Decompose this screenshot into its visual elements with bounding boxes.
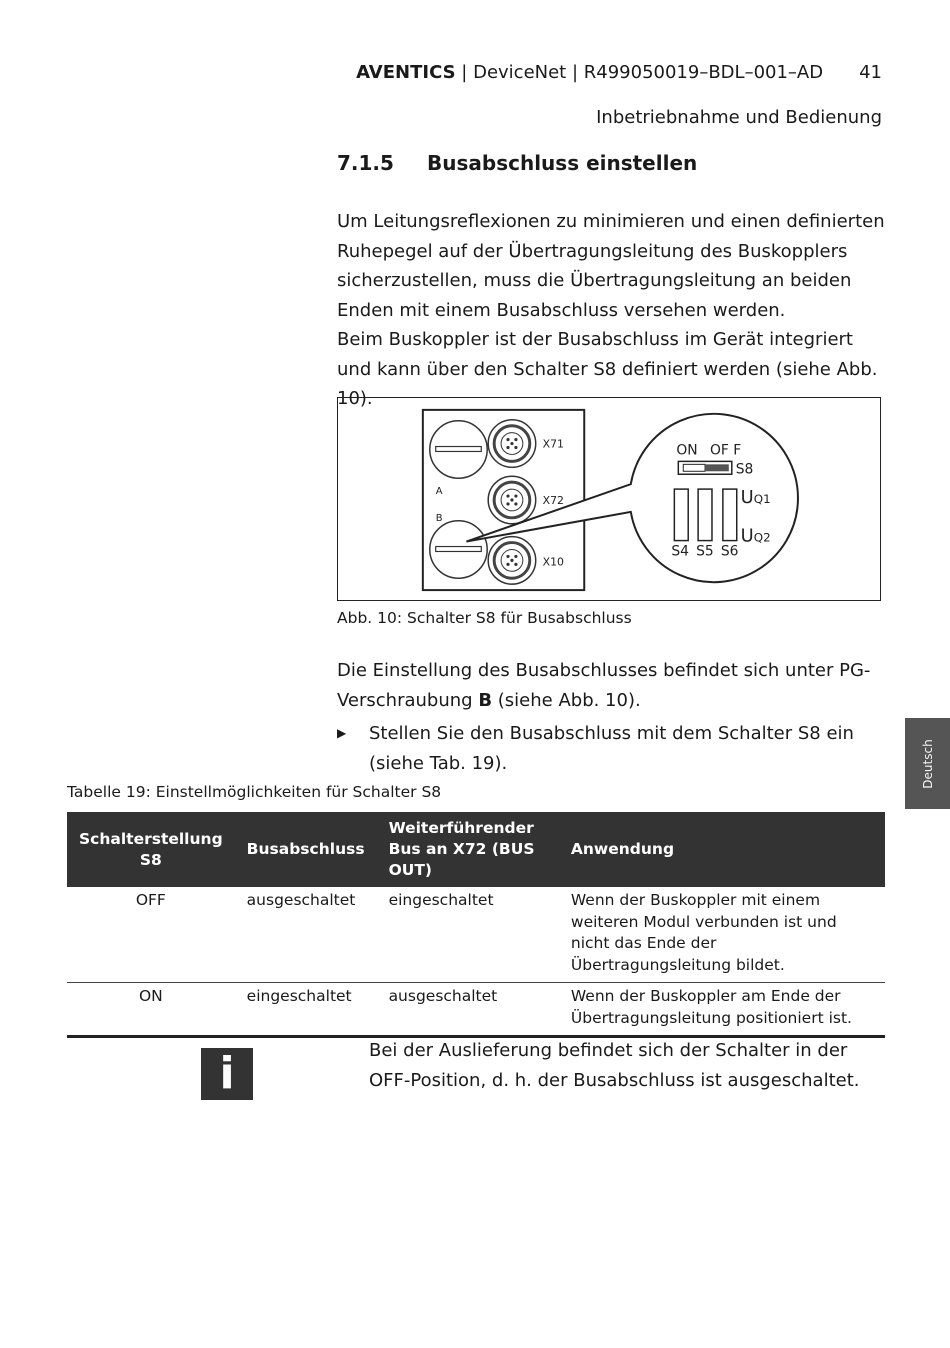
connector-x10 (488, 537, 536, 585)
cell-continuing-bus: ausgeschaltet (377, 983, 559, 1037)
table-header-row (67, 812, 885, 887)
figure-switch-s8 (337, 397, 881, 601)
pg-gland-reference: B (478, 689, 493, 711)
table-row (67, 887, 885, 983)
label-s4: S4 (671, 543, 690, 560)
chapter-title: Inbetriebnahme und Bedienung (596, 107, 882, 128)
language-label: Deutsch (920, 738, 935, 789)
pg-gland-b-slot (436, 547, 482, 552)
section-heading (337, 151, 697, 175)
switch-s6 (723, 489, 737, 540)
cell-application: Wenn der Buskoppler am Ende der Übertragungsleitung positioniert ist. (559, 983, 885, 1037)
label-off: OF F (710, 442, 742, 459)
switch-s8-knob (705, 464, 729, 471)
brand-name: AVENTICS (356, 62, 456, 83)
paragraph-2: Beim Buskoppler ist der Busabschluss im Gerät integriert und kann über den Schalter S8 definiert werden (siehe Abb. 10). (337, 329, 878, 409)
connector-x71 (488, 420, 536, 468)
header-bus-termination: Busabschluss (235, 812, 377, 887)
switch-s8-slot (683, 464, 705, 471)
label-x71: X71 (542, 437, 564, 451)
label-uq1: UQ1 (740, 486, 771, 508)
intro-paragraph (337, 207, 889, 414)
cell-bus-termination: eingeschaltet (235, 983, 377, 1037)
cell-switch-position: ON (67, 983, 235, 1037)
label-x72: X72 (542, 493, 564, 507)
switch-s5 (698, 489, 712, 540)
header-application: Anwendung (559, 812, 885, 887)
label-a: A (435, 486, 443, 498)
cell-continuing-bus: eingeschaltet (377, 887, 559, 983)
running-header (356, 62, 882, 83)
info-note: Bei der Auslieferung befindet sich der Schalter in der OFF-Position, d. h. der Busabschluss ist ausgeschaltet. (369, 1040, 860, 1091)
page-number: 41 (859, 62, 882, 83)
language-side-tab (905, 718, 950, 809)
switch-settings-table (67, 812, 885, 1038)
cell-application: Wenn der Buskoppler mit einem weiteren Modul verbunden ist und nicht das Ende der Übertragungsleitung bildet. (559, 887, 885, 983)
instruction-bullet (337, 719, 857, 778)
connector-x72 (488, 476, 536, 524)
table-caption: Tabelle 19: Einstellmöglichkeiten für Schalter S8 (67, 783, 442, 801)
instruction-text: Stellen Sie den Busabschluss mit dem Schalter S8 ein (siehe Tab. 19). (369, 723, 854, 774)
paragraph-3: Die Einstellung des Busabschlusses befindet sich unter PG-Verschraubung B (siehe Abb. 10). (337, 660, 871, 711)
cell-bus-termination: ausgeschaltet (235, 887, 377, 983)
label-s8: S8 (735, 461, 754, 478)
label-on: ON (676, 442, 698, 459)
cell-switch-position: OFF (67, 887, 235, 983)
section-title: Busabschluss einstellen (427, 151, 698, 175)
label-uq2: UQ2 (740, 525, 771, 547)
table-row (67, 983, 885, 1037)
header-continuing-bus: Weiterführender Bus an X72 (BUS OUT) (377, 812, 559, 887)
pg-gland-a-slot (436, 447, 482, 452)
section-number: 7.1.5 (337, 151, 394, 175)
device-diagram (338, 398, 880, 600)
label-x10: X10 (542, 555, 564, 569)
info-icon: i (201, 1048, 253, 1100)
bullet-arrow-icon: ▶ (337, 726, 347, 740)
figure-caption: Abb. 10: Schalter S8 für Busabschluss (337, 609, 632, 627)
switch-s4 (674, 489, 688, 540)
header-switch-position: Schalterstellung S8 (67, 812, 235, 887)
document-id: | DeviceNet | R499050019–BDL–001–AD (455, 62, 824, 83)
label-s6: S6 (720, 543, 739, 560)
label-s5: S5 (696, 543, 714, 560)
paragraph-1: Um Leitungsreflexionen zu minimieren und einen definierten Ruhepegel auf der Übertragungsleitung des Buskopplers sicherzustellen, muss die Übertragungsleitung an beiden Enden mit einem Busabschluss versehen werden. (337, 211, 885, 321)
label-b: B (435, 512, 443, 524)
